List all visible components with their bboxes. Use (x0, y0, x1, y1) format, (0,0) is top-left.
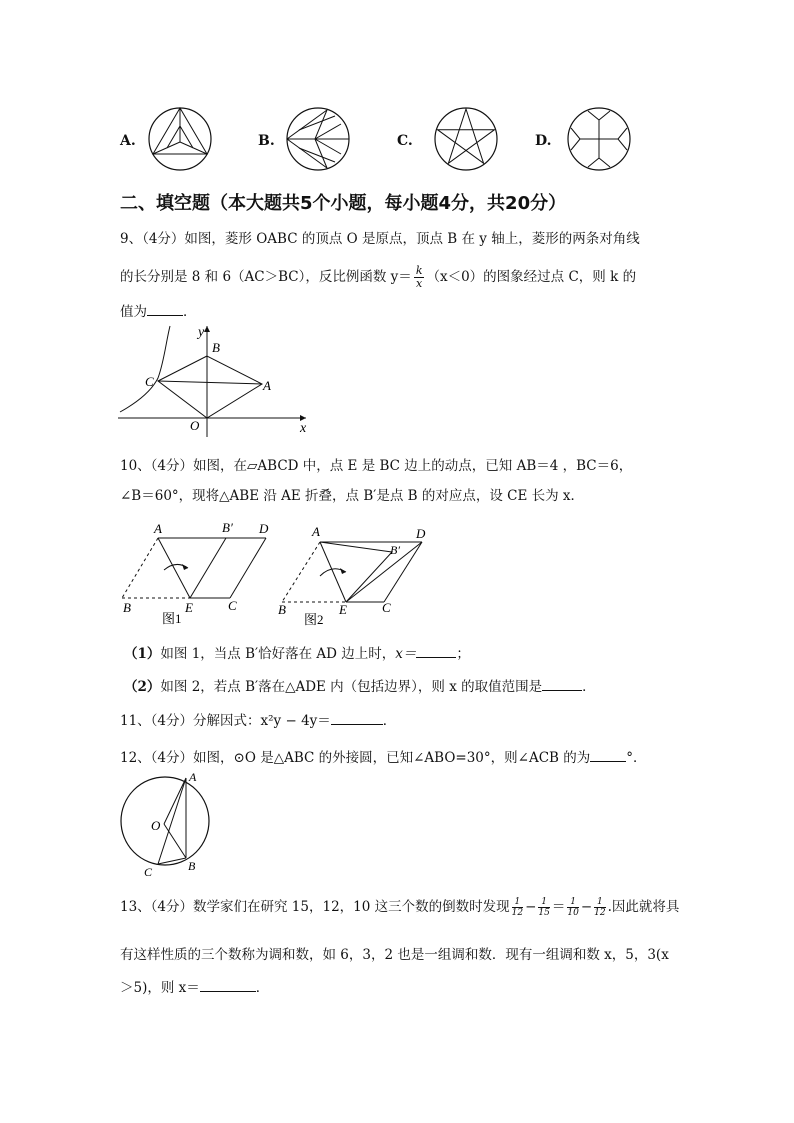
q9-answer-blank (147, 301, 183, 316)
q13-blank (200, 977, 256, 992)
svg-text:B: B (123, 600, 131, 615)
q9-label-y: y (198, 325, 205, 340)
q9-label-x: x (300, 421, 307, 436)
svg-text:E: E (339, 602, 347, 617)
q13-line1: 13、（4分）数学家们在研究 15，12，10 这三个数的倒数时发现 $\frac{1}{12}$ − $\frac{1}{15}$ ＝ $\frac{1}{10}$ − $\frac{1}{12}$ .因此就将具 (120, 897, 680, 918)
q13-frac-4: $\frac{1}{12}$ (594, 897, 606, 918)
q12-blank (590, 747, 626, 762)
svg-text:C: C (382, 600, 391, 615)
option-c-figure (433, 106, 499, 172)
q10-figure-2 (276, 518, 436, 630)
q10-fig2-caption: 图2 (304, 612, 324, 627)
q9-line2-b: （x＜0）的图象经过点 C，则 k 的 (426, 269, 637, 285)
q10-sub2-blank (542, 676, 582, 691)
option-c-label: C. (397, 133, 413, 149)
q12-line: 12、（4分）如图，⊙O 是△ABC 的外接圆，已知∠ABO=30°，则∠ACB 的为 °． (120, 747, 647, 768)
svg-text:D: D (416, 526, 426, 541)
q12-figure (116, 770, 218, 882)
svg-text:A: A (312, 524, 320, 539)
q13-frac-1: $\frac{1}{12}$ (511, 897, 524, 918)
q9-label-A: A (263, 378, 271, 393)
option-b-label: B. (258, 133, 275, 149)
q11-blank (331, 710, 383, 725)
option-d-figure (566, 106, 632, 172)
svg-text:C: C (228, 598, 237, 613)
q9-line1: 9、（4分）如图，菱形 OABC 的顶点 O 是原点，顶点 B 在 y 轴上，菱形的两条对角线 (120, 231, 640, 247)
option-b-figure (285, 106, 351, 172)
svg-text:B: B (278, 602, 286, 617)
svg-text:B: B (188, 859, 196, 873)
svg-text:E: E (185, 600, 193, 615)
q9-fraction: $\frac{k}{x}$ (415, 264, 423, 290)
q9-line3: 值为 ． (120, 301, 197, 322)
q9-label-B: B (212, 340, 220, 355)
section-title: 二、填空题（本大题共5个小题，每小题4分，共20分） (120, 193, 567, 214)
q11-line: 11、（4分）分解因式：x²y − 4y＝ ． (120, 710, 396, 731)
option-d-label: D. (535, 133, 552, 149)
q9-figure (118, 322, 318, 437)
q13-line2: 有这样性质的三个数称为调和数，如 6，3，2 也是一组调和数．现有一组调和数 x，5，3(x (120, 947, 669, 963)
svg-text:B′: B′ (390, 543, 400, 557)
q11-expression: x²y − 4y＝ (260, 713, 331, 729)
svg-text:C: C (144, 865, 153, 879)
q10-sub1: （1）如图 1，当点 B′恰好落在 AD 边上时，x＝ ； (124, 643, 470, 664)
svg-text:B′: B′ (222, 520, 233, 535)
q9-label-C: C (145, 374, 154, 389)
q10-sub1-blank (416, 643, 456, 658)
svg-text:D: D (259, 521, 269, 536)
q9-label-O: O (190, 418, 200, 433)
svg-text:A: A (154, 521, 162, 536)
q10-line1: 10、（4分）如图，在▱ABCD 中，点 E 是 BC 边上的动点，已知 AB＝4 ，BC＝6， (120, 458, 633, 474)
svg-text:A: A (189, 770, 197, 784)
option-a-label: A. (120, 133, 136, 149)
svg-text:O: O (151, 818, 161, 833)
q13-frac-3: $\frac{1}{10}$ (567, 897, 579, 918)
q10-sub2: （2）如图 2，若点 B′落在△ADE 内（包括边界），则 x 的取值范围是 ． (124, 676, 596, 697)
q13-line3: ＞5)，则 x＝ ． (120, 977, 269, 998)
q10-fig1-caption: 图1 (162, 611, 182, 626)
q9-line2 (120, 265, 636, 290)
q10-figure-1 (118, 518, 278, 630)
q9-line2-a: 的长分别是 8 和 6（AC＞BC），反比例函数 y＝ (120, 269, 412, 285)
q10-line2: ∠B＝60°，现将△ABE 沿 AE 折叠，点 B′是点 B 的对应点，设 CE 长为 x． (120, 488, 584, 504)
option-a-figure (147, 106, 213, 172)
q13-frac-2: $\frac{1}{15}$ (538, 897, 550, 918)
